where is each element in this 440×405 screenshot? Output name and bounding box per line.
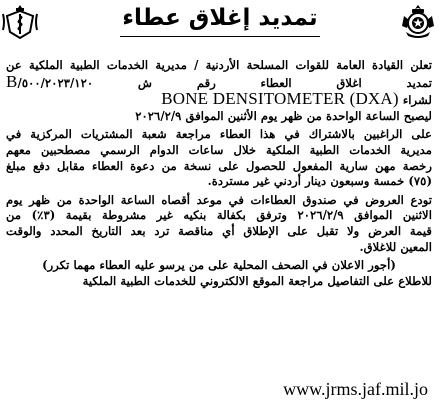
title-underline [120,36,320,37]
announcement-header [0,0,440,42]
participation-line-3: رخصة مهن سارية المفعول للحصول على نسخة من دعوة العطاء مقابل دفع مبلغ [6,158,432,173]
participation-line-2: مديرية الخدمات الطبية الملكية خلال ساعات الدوام الرسمي مصطحبين معهم [6,142,432,157]
submission-line-1: تودع العروض في صندوق العطاءات في موعد أقصاه الساعة الواحدة من ظهر يوم [6,192,432,207]
website-link[interactable]: www.jrms.jaf.mil.jo [283,379,428,399]
participation-fee-line: (٧٥) خمسة وسبعون دينار أردني غير مستردة. [207,174,432,189]
jordan-armed-forces-crest-icon [398,2,438,40]
intro-line: تعلن القيادة العامة للقوات المسلحة الأردنية / مديرية الخدمات الطبية الملكية عن [6,58,432,72]
tender-subject-prefix: لشراء [402,93,432,108]
tender-product-name: BONE DENSITOMETER (DXA) [161,89,399,109]
tender-subject-line [6,91,432,109]
royal-medical-services-emblem-icon [0,2,40,40]
new-deadline-line: ليصبح الساعة الواحدة من ظهر يوم الأثنين الموافق ٢٠٢٦/٢/٩ [135,108,432,123]
participation-line-1: على الراغبين بالاشتراك في هذا العطاء مراجعة شعبة المشتريات المركزية في [6,127,432,142]
tender-number-text: تمديد اغلاق العطاء رقم ش ٥٠٠/٢٠٢٣/١٢٠/ [17,75,432,90]
announcement-body [6,58,432,289]
submission-line-3: قيمة العرض ولا تقبل على الإطلاق أي مناقصة ترد بعد التاريخ المحدد والوقت [6,223,432,238]
tender-number-code: B [6,71,18,91]
advertising-fee-note: (أجور الاعلان في الصحف المحلية على من يرسو عليه العطاء مهما تكرر) [42,258,396,273]
details-line: للاطلاع على التفاصيل مراجعة الموقع الالكتروني للخدمات الطبية الملكية [82,273,432,288]
submission-line-4: المعين للاغلاق. [359,239,432,254]
submission-line-2: الاثنين الموافق ٢٠٢٦/٢/٩ وترفق بكفالة بنكيه غير مشروطة بقيمة (٣٪) من [6,208,432,223]
announcement-title: تمديد إغلاق عطاء [122,5,318,31]
